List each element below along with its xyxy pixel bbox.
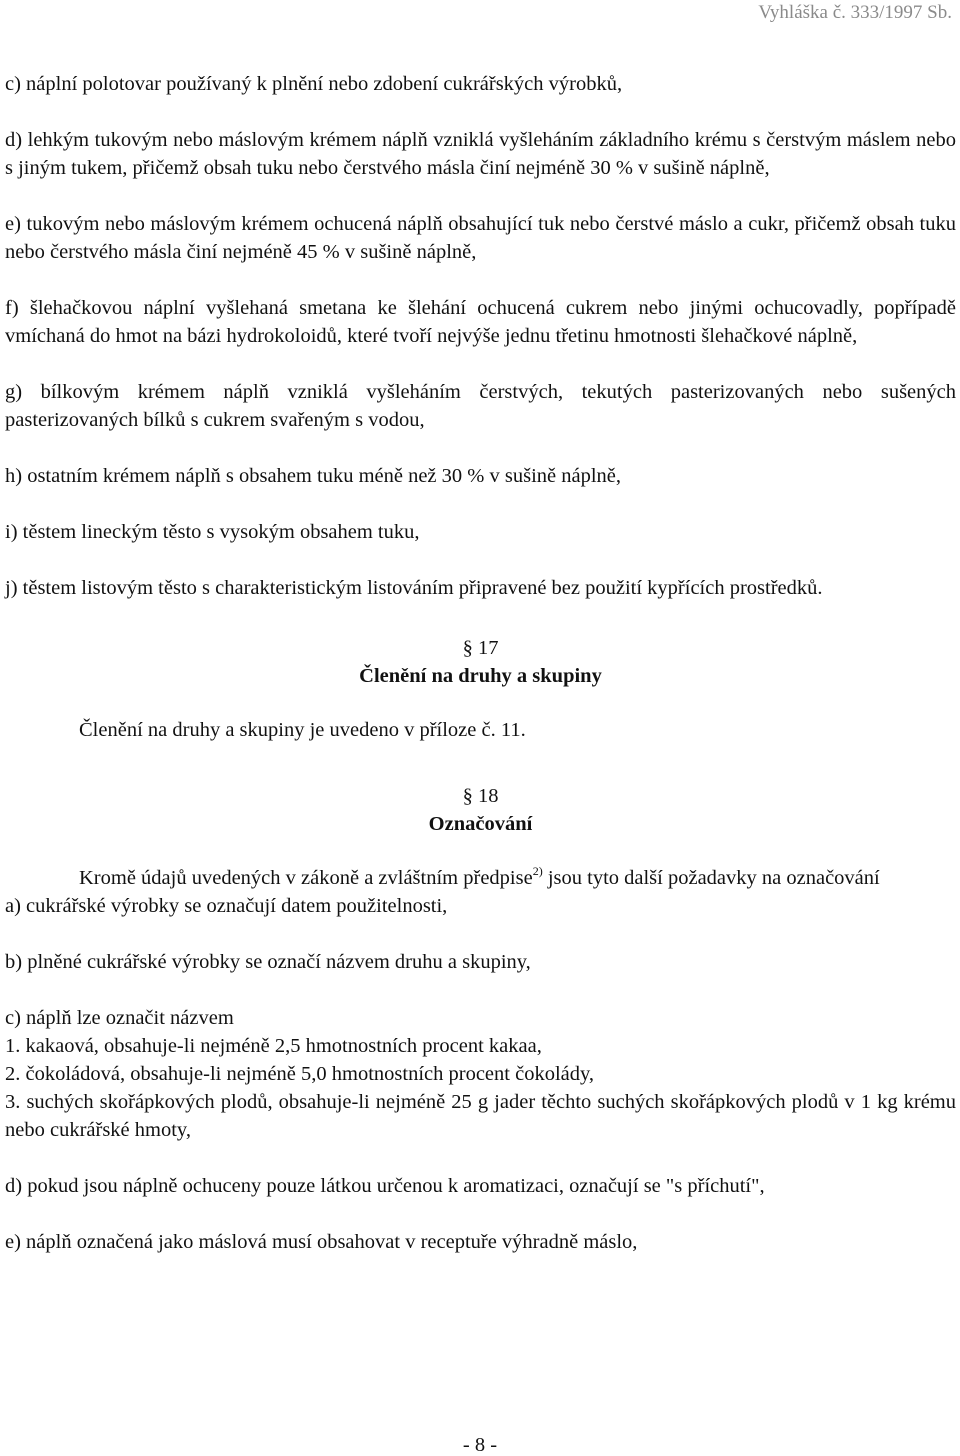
label-item-e: e) náplň označená jako máslová musí obsahovat v receptuře výhradně máslo, <box>5 1231 638 1253</box>
list-item-i: i) těstem lineckým těsto s vysokým obsahem tuku, <box>5 521 420 543</box>
document-body <box>5 70 956 1284</box>
list-item-e: e) tukovým nebo máslovým krémem ochucená náplň obsahující tuk nebo čerstvé máslo a cukr, přičemž obsah tuku nebo čerstvého másla činí nejméně 45 % v sušině náplně, <box>5 213 956 263</box>
section-text: Členění na druhy a skupiny je uvedeno v příloze č. 11. <box>79 719 526 741</box>
section-18 <box>5 782 956 1256</box>
label-item-c-2: 2. čokoládová, obsahuje-li nejméně 5,0 hmotnostních procent čokolády, <box>5 1063 595 1085</box>
intro-text: Kromě údajů uvedených v zákoně a zvláštním předpise <box>79 867 533 889</box>
label-item-c-3: 3. suchých skořápkových plodů, obsahuje-li nejméně 25 g jader těchto suchých skořápkových plodů v 1 kg krému nebo cukrářské hmoty, <box>5 1091 956 1141</box>
section-intro <box>5 864 956 892</box>
label-item-c-1: 1. kakaová, obsahuje-li nejméně 2,5 hmotnostních procent kakaa, <box>5 1035 542 1057</box>
section-number: § 17 <box>462 637 499 659</box>
section-title: Členění na druhy a skupiny <box>359 665 602 687</box>
intro-text-continued: jsou tyto další požadavky na označování <box>542 867 880 889</box>
section-17 <box>5 634 956 744</box>
list-item-c: c) náplní polotovar používaný k plnění nebo zdobení cukrářských výrobků, <box>5 73 623 95</box>
list-item-h: h) ostatním krémem náplň s obsahem tuku méně než 30 % v sušině náplně, <box>5 465 622 487</box>
label-item-c-group <box>5 1004 956 1144</box>
list-item-f: f) šlehačkovou náplní vyšlehaná smetana ke šlehání ochucená cukrem nebo jinými ochucovadly, popřípadě vmíchaná do hmot na bázi hydrokoloidů, které tvoří nejvýše jednu třetinu hmotnosti šlehačkové náplně, <box>5 297 956 347</box>
label-item-b: b) plněné cukrářské výrobky se označí názvem druhu a skupiny, <box>5 951 531 973</box>
footnote-ref: 2) <box>532 864 543 878</box>
section-title: Označování <box>428 813 533 835</box>
list-item-d: d) lehkým tukovým nebo máslovým krémem náplň vzniklá vyšleháním základního krému s čerstvým máslem nebo s jiným tukem, přičemž obsah tuku nebo čerstvého másla činí nejméně 30 % v sušině náplně, <box>5 129 956 179</box>
section-number: § 18 <box>462 785 499 807</box>
label-item-a: a) cukrářské výrobky se označují datem použitelnosti, <box>5 895 448 917</box>
list-item-j: j) těstem listovým těsto s charakteristickým listováním připravené bez použití kypřících prostředků. <box>5 577 823 599</box>
page-number: - 8 - <box>462 1434 498 1456</box>
list-item-g: g) bílkovým krémem náplň vzniklá vyšleháním čerstvých, tekutých pasterizovaných nebo sušených pasterizovaných bílků s cukrem svařeným s vodou, <box>5 381 956 431</box>
label-item-c: c) náplň lze označit názvem <box>5 1007 234 1029</box>
label-item-d: d) pokud jsou náplně ochuceny pouze látkou určenou k aromatizaci, označují se "s příchutí", <box>5 1175 765 1197</box>
document-reference: Vyhláška č. 333/1997 Sb. <box>758 2 952 23</box>
